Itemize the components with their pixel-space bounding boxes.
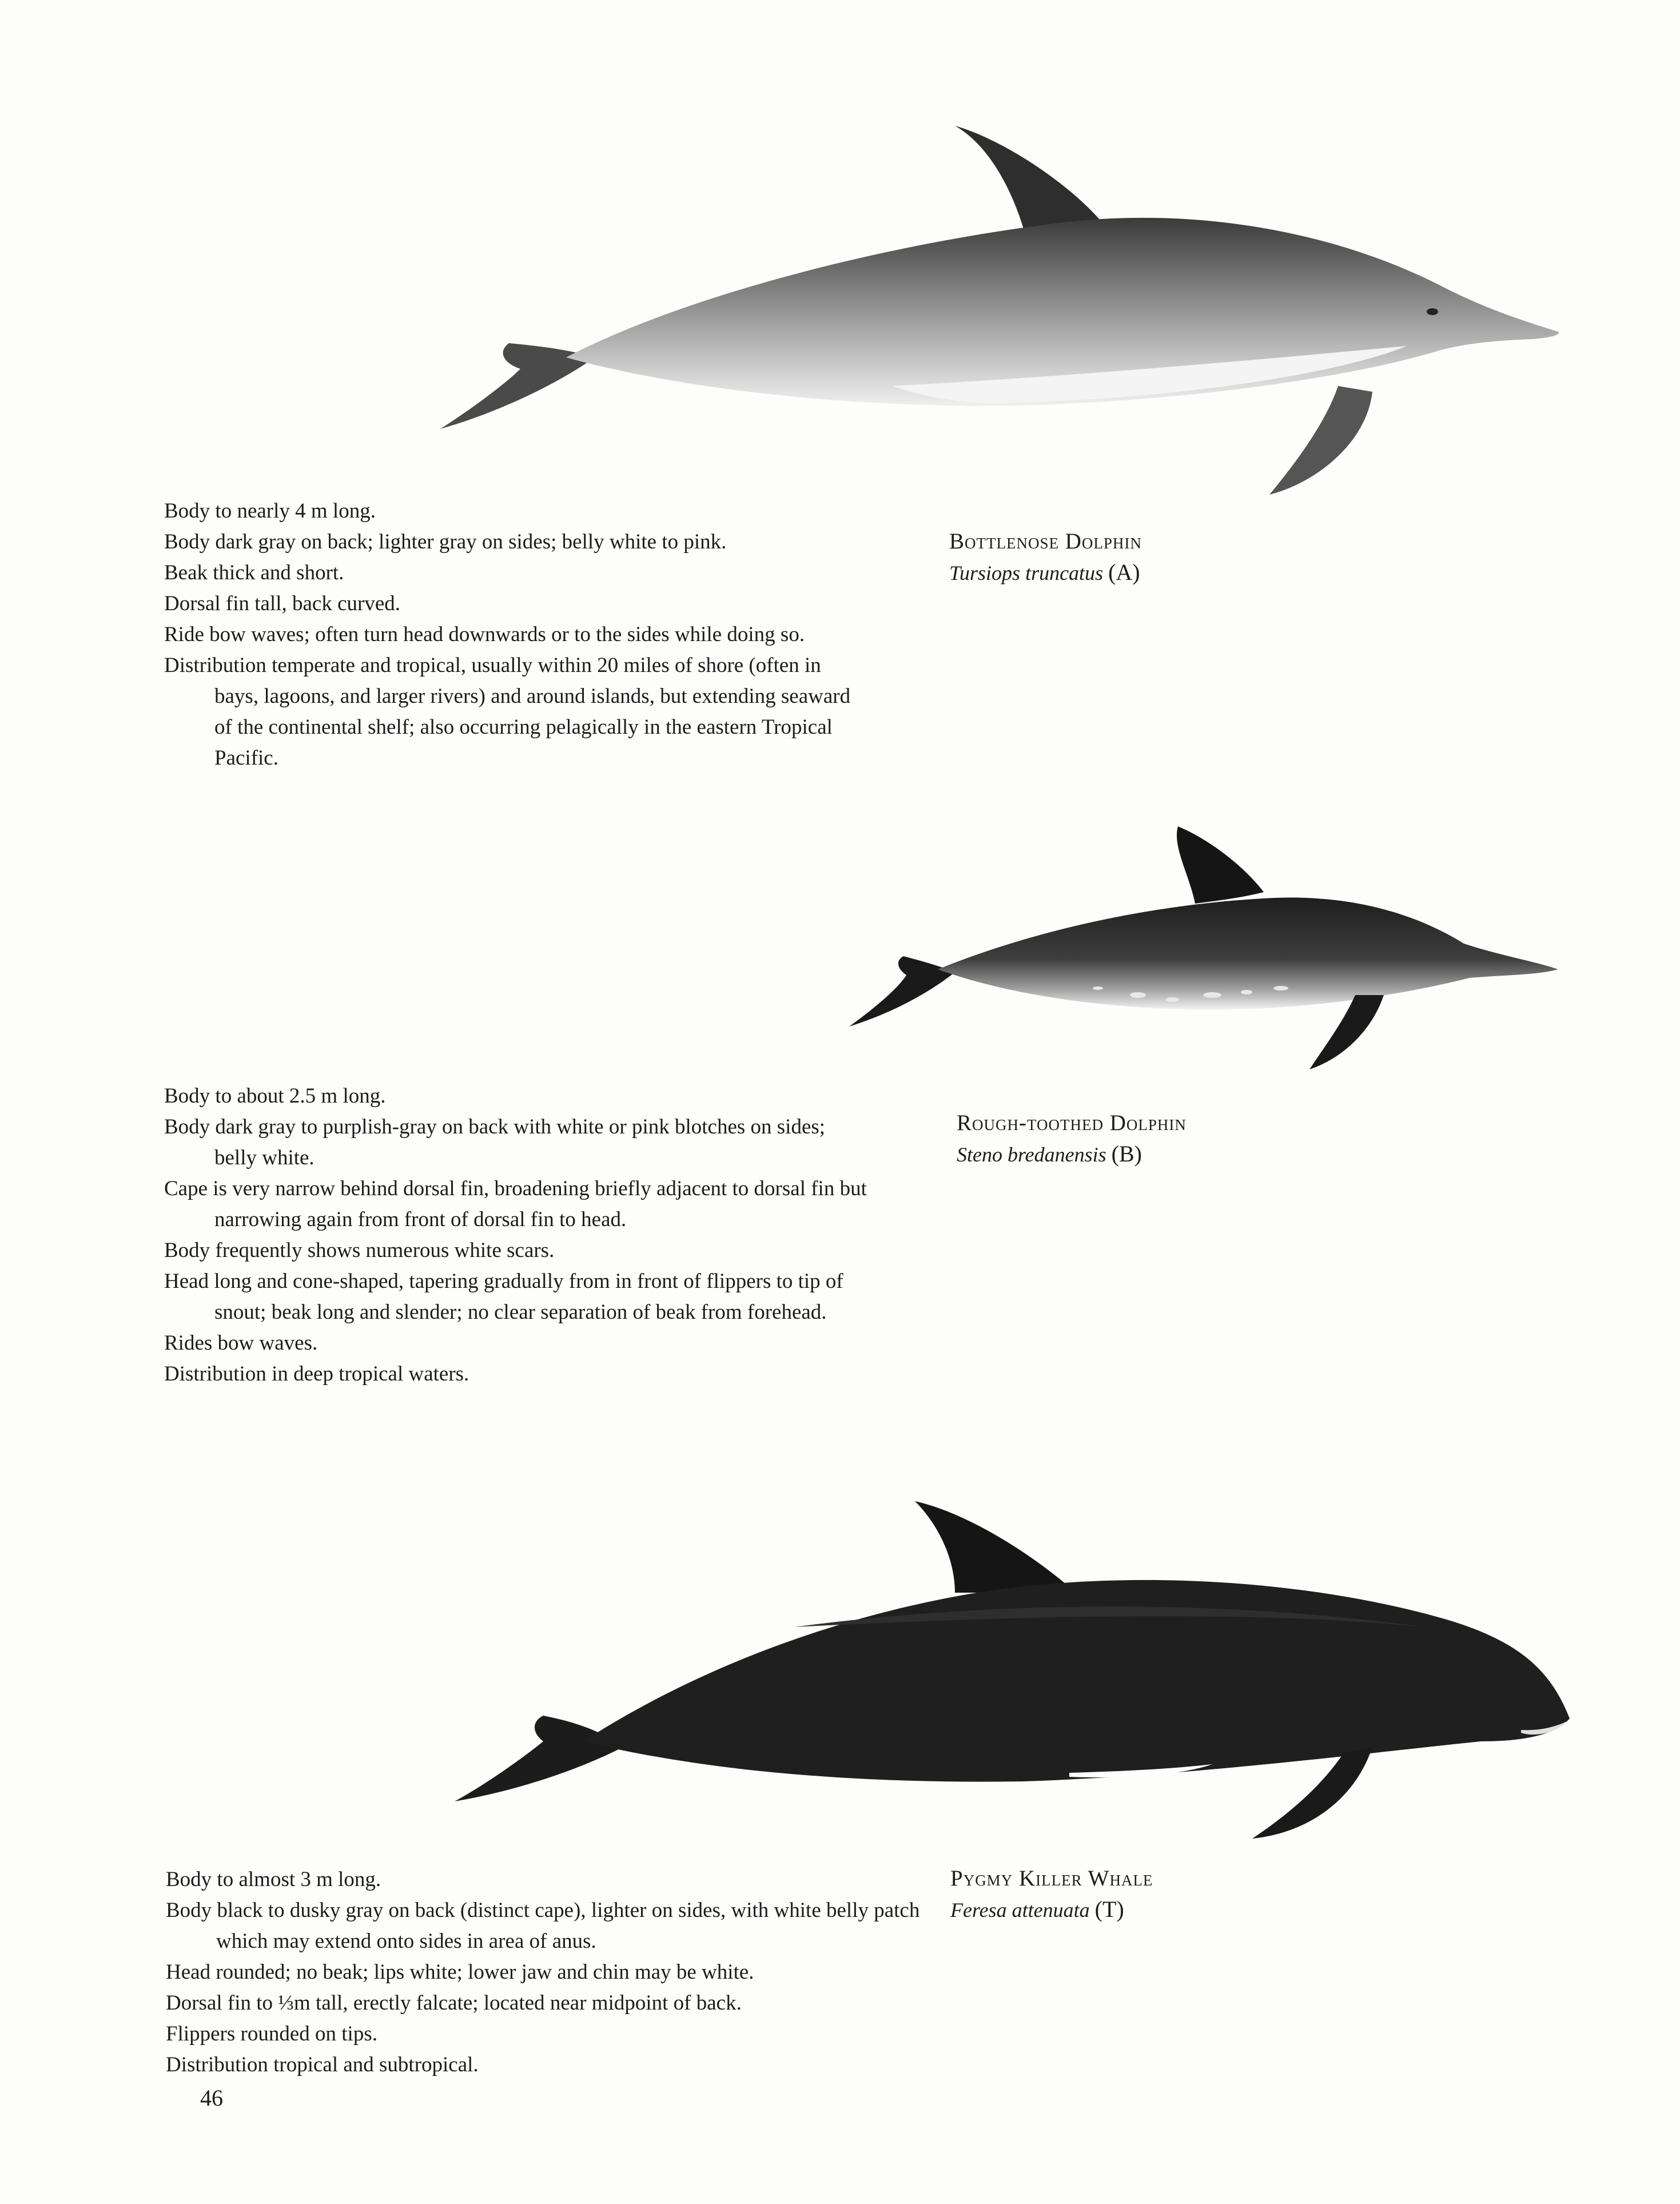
species-code: (B): [1111, 1141, 1142, 1167]
species-code: (A): [1108, 559, 1140, 585]
latin-name: Steno bredanensis: [957, 1143, 1106, 1166]
description-line: Head long and cone-shaped, tapering gradually from in front of flippers to tip of snout; beak long and slender; no clear separation of beak from forehead.: [164, 1270, 843, 1324]
rough-toothed-dolphin-illustration: [841, 823, 1567, 1075]
description-line: Distribution in deep tropical waters.: [164, 1362, 469, 1386]
species-code: (T): [1094, 1896, 1124, 1922]
tail-fluke: [849, 956, 955, 1027]
rough-toothed-description-list: [164, 1081, 873, 1390]
description-line: Body to almost 3 m long.: [166, 1868, 381, 1891]
description-line: Ride bow waves; often turn head downwards or to the sides while doing so.: [164, 623, 805, 646]
bottlenose-description-list: [164, 496, 867, 774]
tail-fluke: [455, 1716, 623, 1801]
description-line: Cape is very narrow behind dorsal fin, broadening briefly adjacent to dorsal fin but narrowing again from front of dorsal fin to head.: [164, 1177, 867, 1231]
common-name: Rough-toothed Dolphin: [957, 1111, 1187, 1135]
description-line: Dorsal fin tall, back curved.: [164, 592, 401, 615]
description-line: Body frequently shows numerous white scars.: [164, 1239, 555, 1262]
latin-name: Tursiops truncatus: [949, 562, 1104, 584]
latin-name: Feresa attenuata: [950, 1899, 1090, 1921]
pygmy-killer-whale-description-list: [166, 1864, 921, 2080]
common-name: Bottlenose Dolphin: [949, 529, 1142, 554]
description-line: Distribution temperate and tropical, usually within 20 miles of shore (often in bays, lagoons, and larger rivers) and around islands, but extending seaward of the continental shelf; also occurring pelagically in the eastern Tropical Pacific.: [164, 654, 851, 770]
description-line: Head rounded; no beak; lips white; lower jaw and chin may be white.: [166, 1960, 754, 1984]
description-line: Body black to dusky gray on back (distinct cape), lighter on sides, with white belly patch which may extend onto sides in area of anus.: [166, 1899, 920, 1953]
bottlenose-dolphin-illustration: [423, 117, 1572, 512]
latin-name-row: [949, 557, 1142, 588]
flipper: [1269, 386, 1372, 495]
pygmy-killer-whale-illustration: [452, 1495, 1572, 1850]
description-line: Body to about 2.5 m long.: [164, 1084, 386, 1108]
description-line: Body to nearly 4 m long.: [164, 499, 376, 523]
description-line: Dorsal fin to ⅓m tall, erectly falcate; located near midpoint of back.: [166, 1991, 742, 2015]
bottlenose-caption: [949, 526, 1142, 588]
latin-name-row: [950, 1894, 1153, 1925]
description-line: Rides bow waves.: [164, 1331, 318, 1355]
common-name: Pygmy Killer Whale: [950, 1866, 1153, 1891]
page-number: 46: [200, 2085, 223, 2111]
description-line: Body dark gray to purplish-gray on back with white or pink blotches on sides; belly white.: [164, 1115, 826, 1169]
description-line: Beak thick and short.: [164, 561, 344, 584]
flipper: [1309, 995, 1384, 1069]
description-line: Distribution tropical and subtropical.: [166, 2053, 479, 2076]
dorsal-fin: [1177, 826, 1264, 904]
dorsal-fin: [915, 1501, 1069, 1593]
description-line: Flippers rounded on tips.: [166, 2022, 377, 2046]
description-line: Body dark gray on back; lighter gray on sides; belly white to pink.: [164, 530, 727, 554]
eye: [1427, 308, 1438, 315]
rough-toothed-caption: [957, 1108, 1187, 1170]
pygmy-killer-whale-caption: [950, 1863, 1153, 1925]
latin-name-row: [957, 1139, 1187, 1170]
